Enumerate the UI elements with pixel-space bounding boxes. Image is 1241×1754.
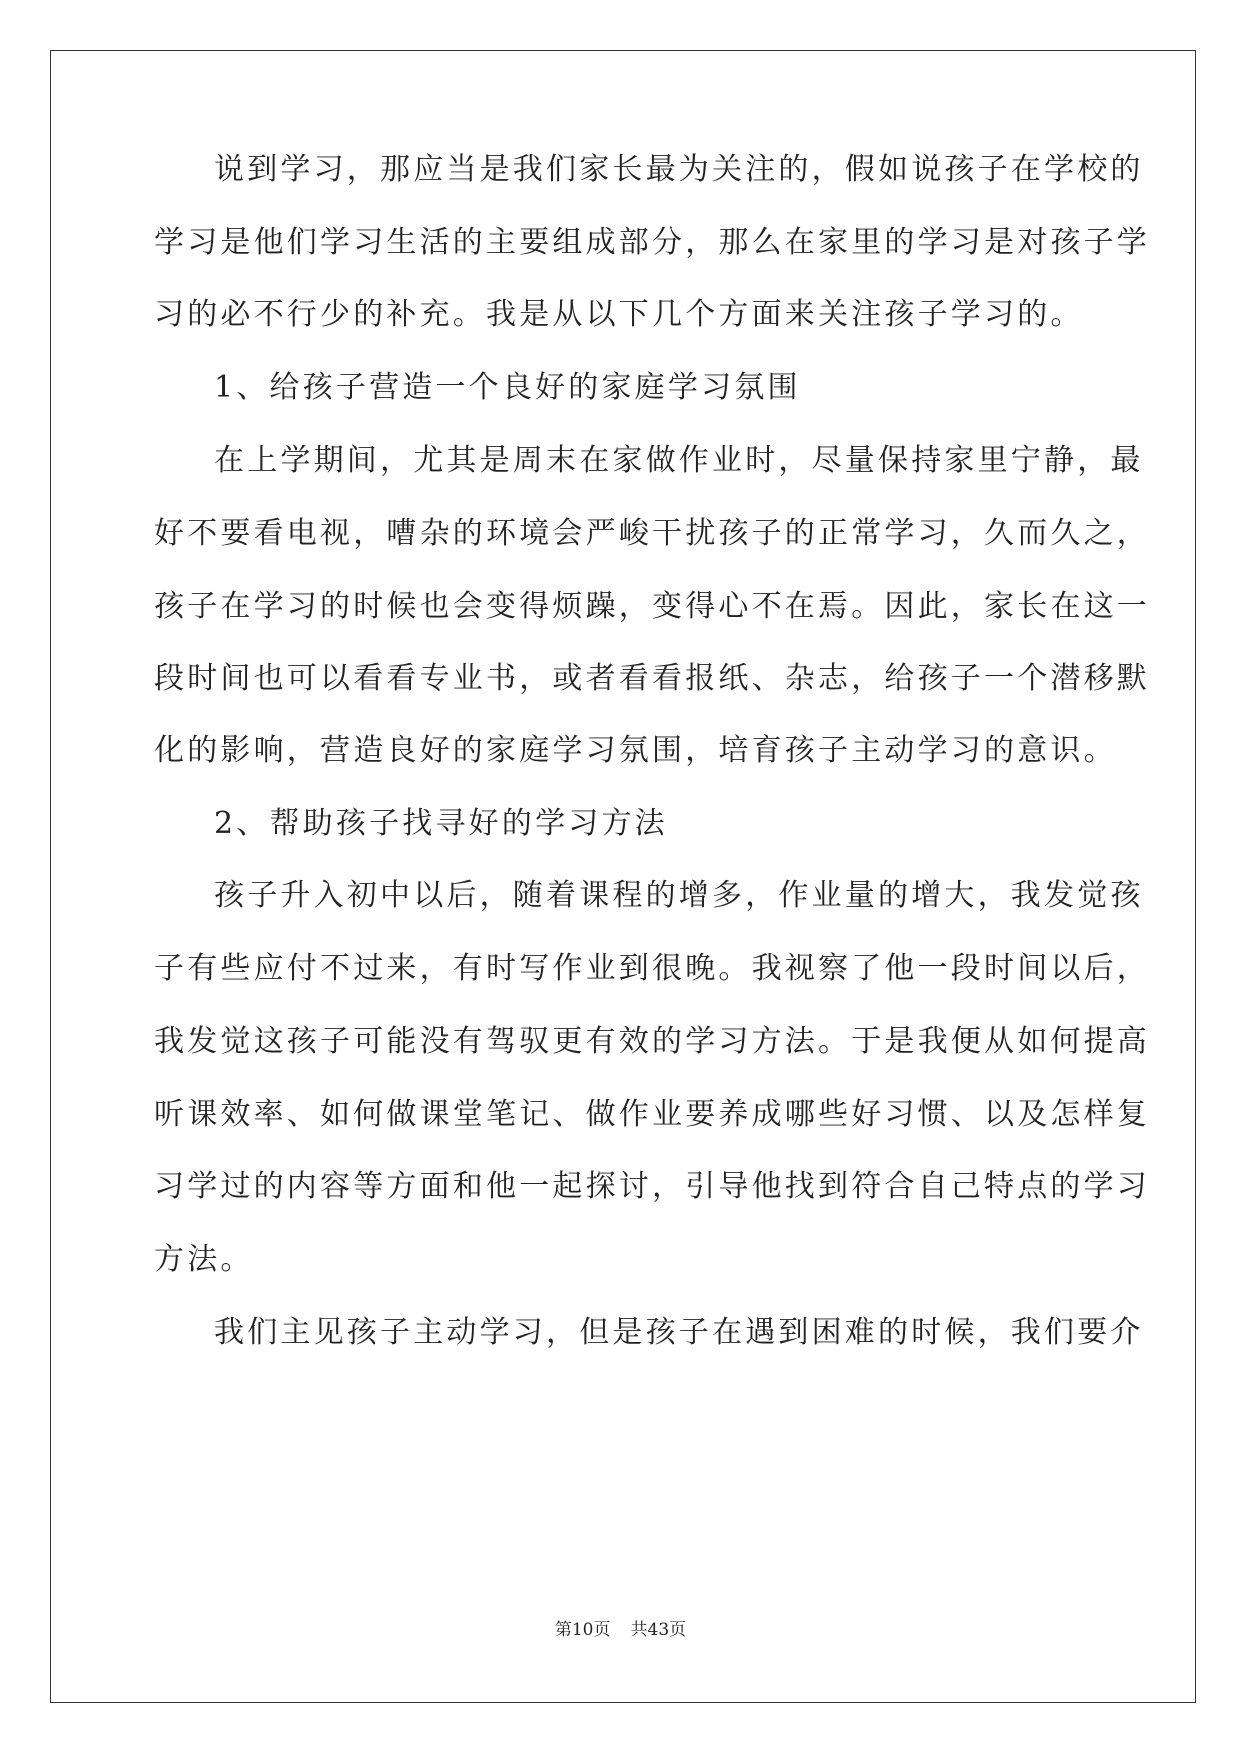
paragraph-3-line-2: 子有些应付不过来，有时写作业到很晚。我视察了他一段时间以后， xyxy=(154,951,1150,986)
paragraph-3-line-3: 我发觉这孩子可能没有驾驭更有效的学习方法。于是我便从如何提高 xyxy=(154,1024,1150,1059)
current-page-label: 第10页 xyxy=(554,1620,611,1640)
paragraph-2-line-5: 化的影响，营造良好的家庭学习氛围，培育孩子主动学习的意识。 xyxy=(154,733,1117,768)
section-heading-2: 2、帮助孩子找寻好的学习方法 xyxy=(214,806,668,841)
paragraph-3-line-4: 听课效率、如何做课堂笔记、做作业要养成哪些好习惯、以及怎样复 xyxy=(154,1097,1150,1132)
paragraph-3-line-5: 习学过的内容等方面和他一起探讨，引导他找到符合自己特点的学习 xyxy=(154,1169,1150,1204)
paragraph-1-line-2: 学习是他们学习生活的主要组成部分，那么在家里的学习是对孩子学 xyxy=(154,225,1150,260)
paragraph-2-line-2: 好不要看电视，嘈杂的环境会严峻干扰孩子的正常学习，久而久之， xyxy=(154,516,1150,551)
page-footer xyxy=(0,1619,1241,1641)
paragraph-3-line-6: 方法。 xyxy=(154,1242,254,1277)
paragraph-1-line-1: 说到学习，那应当是我们家长最为关注的，假如说孩子在学校的 xyxy=(214,152,1144,187)
paragraph-2-line-3: 孩子在学习的时候也会变得烦躁，变得心不在焉。因此，家长在这一 xyxy=(154,589,1150,624)
paragraph-4-line-1: 我们主见孩子主动学习，但是孩子在遇到困难的时候，我们要介 xyxy=(214,1315,1144,1350)
paragraph-3-line-1: 孩子升入初中以后，随着课程的增多，作业量的增大，我发觉孩 xyxy=(214,878,1144,913)
paragraph-2-line-4: 段时间也可以看看专业书，或者看看报纸、杂志，给孩子一个潜移默 xyxy=(154,661,1150,696)
paragraph-2-line-1: 在上学期间，尤其是周末在家做作业时，尽量保持家里宁静，最 xyxy=(214,443,1144,478)
total-pages-label: 共43页 xyxy=(630,1620,687,1640)
section-heading-1: 1、给孩子营造一个良好的家庭学习氛围 xyxy=(214,370,801,405)
paragraph-1-line-3: 习的必不行少的补充。我是从以下几个方面来关注孩子学习的。 xyxy=(154,297,1084,332)
